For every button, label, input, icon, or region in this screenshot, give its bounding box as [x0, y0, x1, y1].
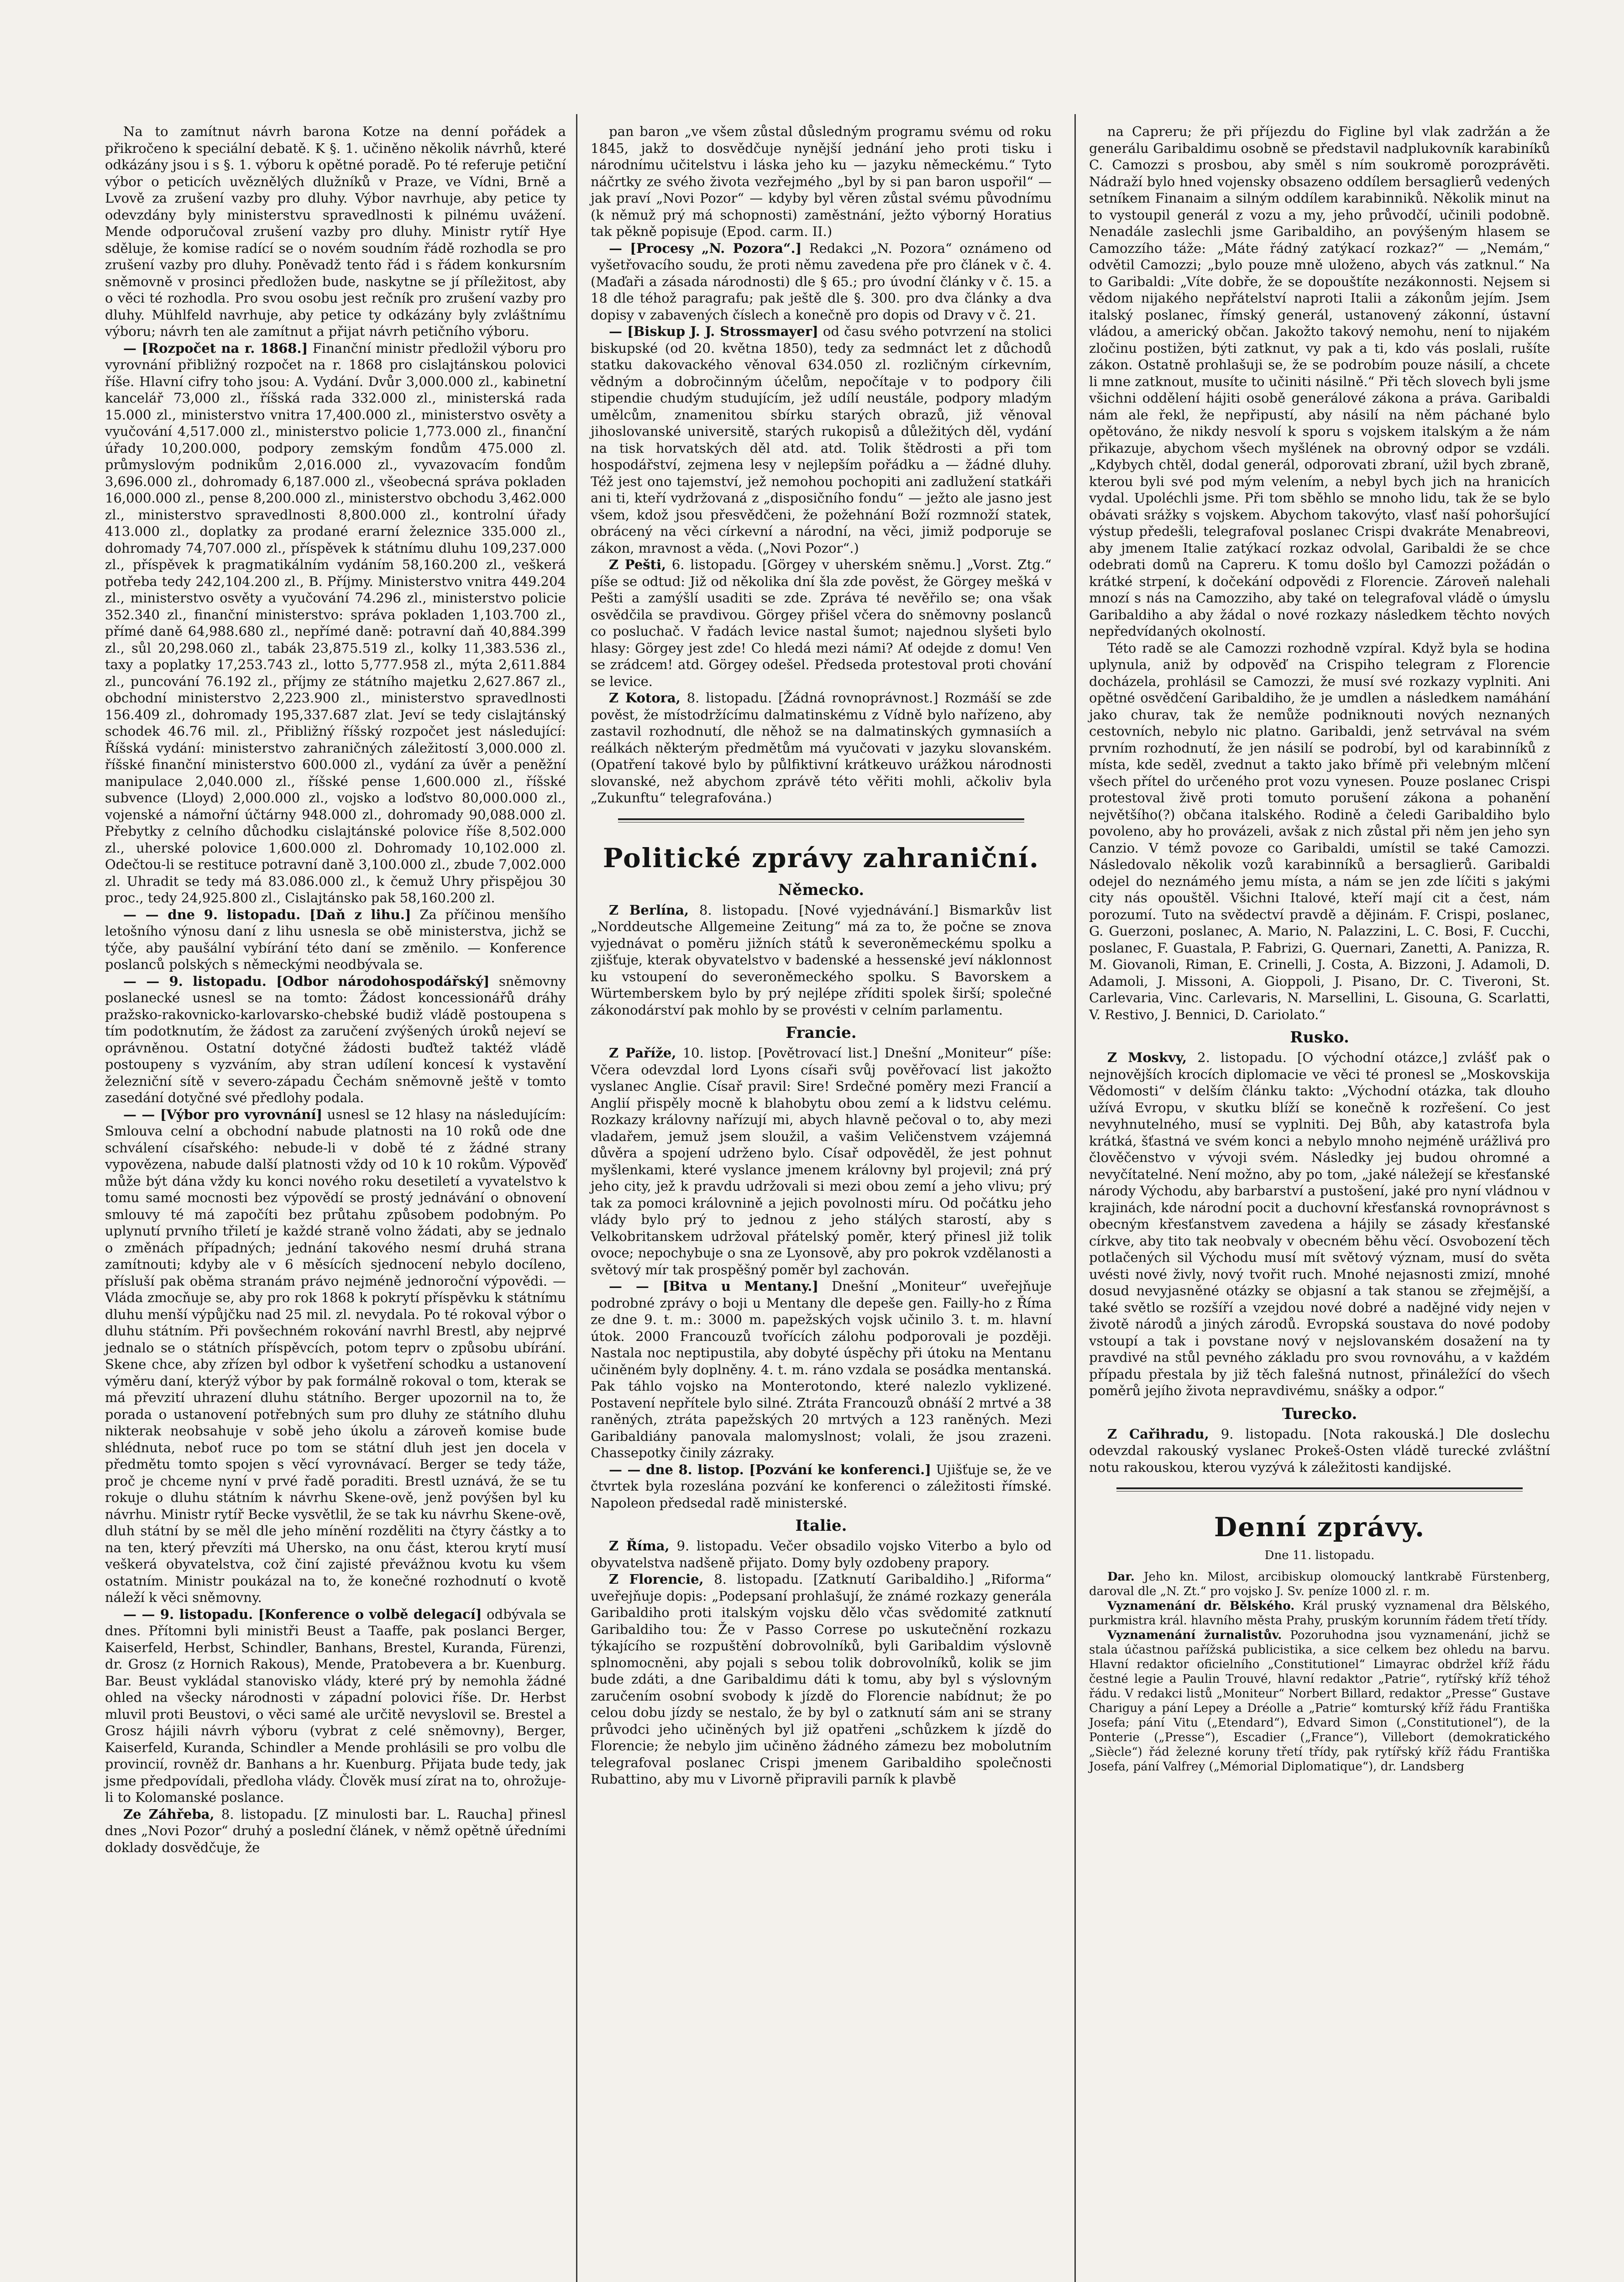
article-paragraph: [591, 1278, 1052, 1461]
article-lead: — [Rozpočet na r. 1868.]: [123, 340, 308, 356]
article-text: Za příčinou menšího letošního výnosu daní z lihu usnesla se obě ministerstva, jichž se týče, aby paušální vybírání této daní se změnilo. — Konference poslanců polských s německými neodbývala se.: [105, 906, 566, 972]
article-text: 2. listopadu. [O východní otázce,] zvlášť pak o nejnovějších krocích diplomacie ve věci té pronesl se „Moskovskija Vědomosti“ v delším článku takto: „Východní otázka, tak dlouho užívá Evropu, v skutku blíží se konečně k rozřešení. Co jest nevyhnutelného, musí se vyplniti. Dej Bůh, aby katastrofa byla krátká, šťastná ve svém konci a nebylo mnoho nejméně urážlivá pro člověčenstvo v vývoji svém. Následky jej budou ohromné a nevyčítatelné. Není možno, aby po tom, „jaké náležejí se křesťanské národy Východu, aby barbarství a pustošení, jaké pro nyní vládnou v krajinách, kde národní pocit a duchovní křesťanská rovnoprávnost s obecným křesťanstvem zavedena a hájily se zásady křesťanské církve, aby tito tak neobvaly v obecném běhu věcí. Osvobození těch potlačených sil Východu musí mít světový význam, musí do světa uvésti nové živly, nový tvořit ruch. Mnohé nejasnosti zmizí, mnohé dosud nevyjasněné otázky se objasní a tak stanou se zřejmější, a také světlo se rozšíří a vzejdou nové dobré a nadějné vidy nejen v životě národů a jiných zárodů. Evropská soustava do nové podoby vstoupí a tak i povstane nový v nejslovanském dosažení na ty pravdivé na stůl pevného základu pro svou rovnováhu, a v každém případu přestala by již těch falešná nutnost, přináležící do všech poměrů jejího života nepravdivému, snášky a odpor.“: [1089, 1050, 1550, 1398]
section-title-foreign-news: Politické zprávy zahraniční.: [602, 842, 1040, 874]
article-lead: Z Moskvy,: [1107, 1050, 1187, 1065]
article-paragraph: [591, 690, 1052, 806]
article-text: 8. listopadu. [Nové vyjednávání.] Bismarkův list „Norddeutsche Allgemeine Zeitung“ má za to, že počne se znova vyjednávat o poměru jižních států k severoněmeckému spolku a zjišťuje, kterak obyvatelstvo v badenské a hessenské jeví náklonnost ku vstoupení do severoněmeckého spolku. S Bavorskem a Würtemberskem bylo by prý nejlépe zříditi spolek širší; společné zákonodárství pak mohlo by se provésti v celním parlamentu.: [591, 902, 1052, 1018]
article-text: Finanční ministr předložil výboru pro vyrovnání přibližný rozpočet na r. 1868 pro cislajtánskou polovici říše. Hlavní cifry toho jsou: A. Vydání. Dvůr 3,000.000 zl., kabinetní kancelář 73,000 zl., říšská rada 332.000 zl., ministerská rada 15.000 zl., ministerstvo vnitra 17,400.000 zl., ministerstvo osvěty a vyučování 4,517.000 zl., ministerstvo policie 1,773.000 zl., finanční úřady 10,200.000, podpory zemským fondům 475.000 zl. průmyslovým podnikům 2,016.000 zl., vyvazovacím fondům 3,696.000 zl., dohromady 6,187.000 zl., všeobecná správa pokladen 16,000.000 zl., pense 8,200.000 zl., ministerstvo obchodu 3,462.000 zl., ministerstvo spravedlnosti 8,800.000 zl., kontrolní úřady 413.000 zl., doplatky za prodané erarní železnice 335.000 zl., dohromady 74,707.000 zl., příspěvek k státnímu dluhu 109,237.000 zl., příspěvek k pragmatikálním vydáním 58,160.200 zl., veškerá potřeba tedy 242,104.200 zl., B. Příjmy. Ministerstvo vnitra 449.204 zl., ministerstvo osvěty a vyučování 74.296 zl., ministerstvo policie 352.340 zl., finanční ministerstvo: správa pokladen 1,103.700 zl., přímé daně 64,988.680 zl., nepřímé daně: potravní daň 40,884.399 zl., sůl 20,298.060 zl., tabák 23,875.519 zl., kolky 11,383.536 zl., taxy a poplatky 17,253.743 zl., lotto 5,777.958 zl., mýta 2,611.884 zl., puncování 76.192 zl., příjmy ze státního majetku 2,627.867 zl., obchodní ministerstvo 2,223.900 zl., ministerstvo spravedlnosti 156.409 zl., dohromady 195,337.687 zlat. Jeví se tedy cislajtánský schodek 46.76 mil. zl., Přibližný říšský rozpočet jest následující: Říšská vydání: ministerstvo zahraničných záležitostí 3,000.000 zl. říšské finanční ministerstvo 600.000 zl., vydání za úvěr a peněžní manipulace 2,040.000 zl., říšské pense 1,600.000 zl., říšské subvence (Lloyd) 2,000.000 zl., vojsko a loďstvo 80,000.000 zl., vojenské a námořní účtárny 948.000 zl., dohromady 90,088.000 zl. Přebytky z celního důchodku cislajtánské polovice říše 8,502.000 zl., uherské polovice 1,600.000 zl. Dohromady 10,102.000 zl. Odečtou-li se restituce potravní daně 3,100.000 zl., zbude 7,002.000 zl. Uhradit se tedy má 83.086.000 zl., k čemuž Uhry přispějou 30 proc., tedy 24,925.800 zl., Cislajtánsko pak 58,160.200 zl.: [105, 340, 566, 905]
article-text: 9. listopadu. Večer obsadilo vojsko Viterbo a bylo od obyvatelstva nadšeně přijato. Domy byly ozdobeny prapory.: [591, 1538, 1052, 1570]
article-lead: — — 9. listopadu. [Konference o volbě delegací]: [123, 1606, 482, 1622]
article-paragraph: [591, 123, 1052, 240]
article-paragraph: [591, 1461, 1052, 1512]
article-text: 8. listopadu. [Z minulosti bar. L. Raucha] přinesl dnes „Novi Pozor“ druhý a poslední článek, v němž opětně úředními doklady dosvědčuje, že: [105, 1806, 566, 1855]
article-lead: Z Berlína,: [609, 902, 689, 918]
article-lead: — — dne 8. listop. [Pozvání ke konferenci.]: [609, 1461, 931, 1477]
country-heading-turkey: Turecko.: [1282, 1404, 1357, 1423]
article-paragraph: [591, 902, 1052, 1019]
article-paragraph: [105, 1606, 566, 1806]
article-text: usnesl se 12 hlasy na následujícím: Smlouva celní a obchodní nabude platnosti na 10 roků ode dne schválení císařského: nebude-li v době té z žádné strany vypovězena, nabude další platnosti vždy od 10 k 10 rokům. Výpověď může být dána vždy ku konci nového roku desetiletí a vyvatelstvo k tomu samé mocnosti bez výpovědí se prostý jednávání o obnovení smlouvy té má započíti bez průtahu způsobem podobným. Po uplynutí prvního třiletí je každé straně volno žádati, aby se jednalo o změnách případných; jednání takového nesmí druhá strana zamítnouti; kdyby ale v 6 měsících sjednocení nebylo docíleno, přísluší pak oběma stranám právo nejméně jednoroční výpovědi. — Vláda zmocňuje se, aby pro rok 1868 k pokrytí příspěvku k státnímu dluhu menší výpůjčku nad 25 mil. zl. nevydala. Po té rokoval výbor o dluhu státním. Při povšechném rokování navrhl Brestl, aby nejprvé jednalo se o státních příspěvcích, potom teprv o způsobu ubírání. Skene chce, aby zřízen byl odbor k vyšetření schodku a ustanovení výměru daní, kterýž výbor by pak formálně rokoval o tom, kterak se má převzití uhrazení dluhu státního. Berger upozornil na to, že porada o ustanovení potřebných sum pro dluhy ze státního dluhu nikterak neobsahuje v sobě jeho úkolu a zároveň komise bude shlédnuta, neboť ruce po tom se státní dluh jest jen docela v předmětu tomto spojen s věcí vyrovnávací. Berger se tedy táže, proč je chceme nyní v prvé řadě poraditi. Brestl uznává, že se tu rokuje o dluhu státním k návrhu Skene-ově, jenž povýšen byl ku návrhu. Ministr rytíř Becke vysvětlil, že se tak ku návrhu Skene-ově, dluh státní by se měl dle jeho mínění rozděliti na čtyry částky a to na ten, který převzíti má Uhersko, na onu část, kterou krytí musí veškerá obyvatelstva, což činí zajisté převážnou kvotu ku všem ostatním. Ministr poukázal na to, že konečné rozhodnutí o kvotě náleží k věci sněmovny.: [105, 1106, 566, 1605]
article-lead: — [Biskup J. J. Strossmayer]: [609, 324, 818, 339]
article-lead: Vyznamenání dr. Bělského.: [1107, 1599, 1295, 1613]
article-lead: Z Pešti,: [609, 557, 666, 572]
article-paragraph: [1089, 1628, 1550, 1774]
country-heading-russia: Rusko.: [1290, 1028, 1349, 1047]
article-text: Této radě se ale Camozzi rozhodně vzpíral. Když byla se hodina uplynula, aniž by odpověď na Crispiho telegram z Florencie docházela, prohlásil se Camozzi, že musí své rozkazy vyplniti. Ani opětné osvědčení Garibaldiho, že je umdlen a následkem namáhání jako churav, tak že nemůže podniknouti nových neznaných cestovních, nebylo nic platno. Garibaldi, jenž setrvával na svém prvním rozhodnutí, že jen násilí se podrobí, byl od karabinníků z místa, kde seděl, zvednut a takto jako břímě při velebným mlčení všech přítel do určeného prot vozu vynesen. Pouze poslanec Crispi protestoval živě proti tomuto porušení zákona a pohanění největšího(?) občana italského. Rodině a čeledi Garibaldiho bylo povoleno, aby ho provázeli, avšak z nich zůstal při něm jen jeho syn Canzio. V témž povoze co Garibaldi, umístil se také Camozzi. Následovalo několik vozů karabinníků a bersaglierů. Garibaldi odejel do neznámého jemu místa, a nám se jen zde líčiti s jakými city nás opouštěl. Všichni Italové, kteří mají cit a čest, nám porozumí. Tuto na svědectví pravdě a dějinám. F. Crispi, poslanec, G. Guerzoni, poslanec, A. Mario, N. Palazzini, L. C. Bosi, F. Cucchi, poslanec, F. Guastala, P. Fabrizi, G. Quernari, Zanetti, A. Panizza, R. M. Giovanoli, Riman, E. Crinelli, J. Costa, A. Bizzoni, J. Adamoli, D. Adamoli, J. Missoni, A. Gioppoli, J. Pisano, Dr. C. Tiveroni, St. Carlevaria, Vinc. Carlevaris, N. Marsellini, L. Gisouna, G. Scarlatti, V. Restivo, J. Bennici, D. Cariolato.“: [1089, 640, 1550, 1022]
article-paragraph: [105, 1806, 566, 1856]
article-paragraph: [591, 1045, 1052, 1278]
article-lead: Z Říma,: [609, 1538, 670, 1554]
article-lead: — — dne 9. listopadu. [Daň z lihu.]: [123, 906, 411, 922]
section-date: Dne 11. listopadu.: [1264, 1549, 1375, 1562]
article-paragraph: [591, 323, 1052, 556]
article-text: Redakci „N. Pozora“ oznámeno od vyšetřovacího soudu, že proti němu zavedena pře pro článek v č. 4. (Maďaři a zásada národnosti) dle § 65.; pro úvodní články v č. 15. a 18 dle téhož paragrafu; pak ještě dle §. 300. pro dva články a dva dopisy v zabavených číslech a konečně pro dopis od Dravy v č. 21.: [591, 240, 1052, 323]
article-paragraph: [1089, 1570, 1550, 1599]
country-heading-france: Francie.: [786, 1024, 857, 1042]
column-2: [591, 123, 1052, 1788]
article-text: Na to zamítnut návrh barona Kotze na denní pořádek a přikročeno k speciální debatě. K §. 1. učiněno několik návrhů, které odkázány jsou i s §. 1. výboru k opětné poradě. Po té referuje petiční výbor o peticích uvěznělých dlužníků v Praze, ve Vídni, Brně a Lvově za zrušení vazby pro dluhy. Výbor navrhuje, aby petice ty odevzdány byly ministerstvu spravedlnosti k pilnému uvážení. Mende odporučoval zrušení vazby pro dluhy. Ministr rytíř Hye sděluje, že komise radící se o novém soudním řádě rozhodla se pro zrušení vazby pro dluhy. Poněvadž tento řád i s řádem konkursním sněmovně v prosinci předložen bude, naskytne se jí příležitost, aby o věci té rozhodla. Pro svou osobu jest rečník pro zrušení vazby pro dluhy. Mühlfeld navrhuje, aby petice ty odkázány byly zvláštnímu výboru; návrh ten ale zamítnut a přijat návrh petičního výboru.: [105, 124, 566, 339]
article-paragraph: [1089, 123, 1550, 640]
column-1: [105, 123, 566, 1856]
country-heading-italy: Italie.: [795, 1517, 847, 1535]
article-lead: Z Florencie,: [609, 1571, 704, 1587]
column-rule: [576, 114, 577, 2282]
article-lead: Z Paříže,: [609, 1045, 676, 1061]
article-lead: Dar.: [1107, 1570, 1135, 1584]
article-lead: — — [Bitva u Mentany.]: [609, 1278, 819, 1294]
article-text: Pozoruhodna jsou vyznamenání, jichž se stala účastnou pařížská publicistika, a sice celkem bez ohledu na barvu. Hlavní redaktor oficielního „Constitutionel“ Limayrac obdržel kříž řádu čestné legie a Paulin Trouvé, hlavní redaktor „Patrie“, rytířský kříž téhož řádu. V redakci listů „Moniteur“ Norbert Billard, redaktor „Presse“ Gustave Chariguy a pání Lepey a Dréolle a „Patrie“ komturský kříž řádu Františka Josefa; pání Vitu („Etendard“), Edvard Simon („Constitutionel“), de la Ponterie („Presse“), Escadier („France“), Villebort (demokratického „Siècle“) řád železné koruny třetí třídy, pak rytířský kříž řádu Františka Josefa, pání Valfrey („Mémorial Diplomatique“), dr. Landsberg: [1089, 1628, 1551, 1774]
article-paragraph: [591, 556, 1052, 690]
article-text: Jeho kn. Milost, arcibiskup olomoucký lantkrabě Fürstenberg, daroval dle „N. Zt.“ pro vojsko J. Sv. peníze 1000 zl. r. m.: [1089, 1570, 1550, 1598]
article-lead: — — 9. listopadu. [Odbor národohospodářský]: [123, 973, 490, 989]
article-text: Dnešní „Moniteur“ uveřejňuje podrobné zprávy o boji u Mentany dle depeše gen. Failly-ho z Říma ze dne 9. t. m.: 3000 m. papežských vojsk učinilo 3. t. m. hlavní útok. 2000 Francouzů tvořících zálohu podporovali je později. Nastala noc neptipustila, aby dobyté úspěchy při útoku na Mentanu učiněném byly doplněny. 4. t. m. ráno vzdala se posádka mentanská. Pak táhlo vojsko na Monterotondo, které nalezlo vyklizené. Postavení nepřítele bylo silné. Ztráta Francouzů obnáší 2 mrtvé a 38 raněných, ztráta papežských 20 mrtvých a 123 raněných. Mezi Garibaldiány panovala malomyslnost; volali, že jsou zrazeni. Chassepotky činily zázraky.: [591, 1278, 1052, 1460]
article-text: 10. listop. [Povětrovací list.] Dnešní „Moniteur“ píše: Včera odevzdal lord Lyons císaři svůj pověřovací list jakožto vyslanec Anglie. Císař pravil: Sire! Srdečné poměry mezi Francií a Anglií přispěly mocně k blahobytu obou zemí a k lidstvu celému. Rozkazy královny nařízují mi, abych hlavně pečoval o to, aby mezi vladařem, jemuž jsem sloužil, a vašim Veličenstvem vzájemná důvěra a spojení udrženo bylo. Císař odpověděl, že jest pohnut myšlenkami, které vyslance jmenem královny byl projevil; zná prý jeho city, jež k pravdu udržovali si mezi obou zemí a jeho vlivu; prý tak za pomoci královnině a jejich povolnosti míru. Od počátku jeho vlády bylo prý to jednou z jeho stálých starostí, aby s Velkobritanskem udržoval přátelský poměr, který přinesl již tolik ovoce; nepochybuje o sna ze Lyonsově, aby pro pokrok vzdělanosti a světový mír tak prospěšný poměr byl zachován.: [591, 1045, 1052, 1277]
article-text: 6. listopadu. [Görgey v uherském sněmu.] „Vorst. Ztg.“ píše se odtud: Již od několika dní šla zde pověst, že Görgey mešká v Pešti a zamýšlí usaditi se zde. Zpráva té nevěřilo se; ona však osvědčila se pravdivou. Görgey přišel včera do sněmovny poslanců co posluchač. V řadách levice nastal šumot; najednou slyšeti bylo hlasy: Görgey jest zde! Co hledá mezi námi? Ať odejde z domu! Ven se zrádcem! atd. Görgey odešel. Předseda protestoval proti chování se levice.: [591, 557, 1052, 689]
article-text: na Capreru; že při příjezdu do Figline byl vlak zadržán a že generálu Garibaldimu osobně se představil nadplukovník karabiníků C. Camozzi s prosbou, aby směl s ním soukromě porozprávěti. Nádraží bylo hned vojensky obsazeno oddílem bersaglierů vedených setníkem Finanaim a silným oddílem karabinniků. Několik minut na to vystoupil generál z vozu a my, jeho průvodčí, učinili podobně. Nenadále zaslechli jsme Garibaldiho, an povýšeným hlasem se Camozzího táže: „Máte řádný zatýkací rozkaz?“ — „Nemám,“ odvětil Camozzi; „bylo pouze mně uloženo, abych vás zatknul.“ Na to Garibaldi: „Víte dobře, že se dopouštíte nezákonnosti. Nejsem si vědom nijakého nepřátelství naproti Italii a zákonům jejím. Jsem italský poslanec, římský generál, ustanovený zákonní, ústavní vládou, a americký občan. Jakožto takový nemohu, není to nijakém zločinu postižen, býti zatknut, vy pak a ti, kdo vás poslali, rušíte zákon. Ostatně prohlašuji se, že se podrobím pouze násilí, a chcete li mne zatknout, musíte to učiniti násilně.“ Při těch slovech byli jsme všichni oddělení hájiti osobě generálové zákona a práva. Garibaldi nám ale řekl, že nepřipustí, aby násilí na něm páchané bylo opětováno, že nikdy nesvolí k sporu s vojskem italským a že nám přikazuje, abychom všech myšlének na obrovný odpor se vzdáli. „Kdybych chtěl, dodal generál, odporovati zbraní, užil bych zbraně, kterou byli své pod mým velením, a nebyl bych jich na hranicích vydal. Upoléchli jsme. Při tom sběhlo se mnoho lidu, tak že se bylo obávati srážky s vojskem. Abychom takovýto, vlasť naší pohoršující výstup předešli, telegrafoval poslanec Crispi dvakráte Menabreovi, aby jmenem Italie zatýkací rozkaz odvolal, Garibaldi že se chce odebrati domů na Capreru. K tomu došlo byl Camozzi požádán o krátké strpení, k dočekání odpovědi z Florencie. Zároveň nalehali mnozí s nás na Camozziho, aby také on telegrafoval vládě o úmyslu Garibaldiho a aby žádal o nové rozkazy následkem těchto nových nepředvídaných okolností.: [1089, 124, 1550, 639]
article-text: Král pruský vyznamenal dra Bělského, purkmistra král. hlavního města Prahy, pruským korunním řádem třetí třídy.: [1089, 1599, 1550, 1628]
article-lead: Z Cařihradu,: [1107, 1426, 1209, 1442]
section-divider: [618, 818, 1024, 822]
article-paragraph: [105, 340, 566, 906]
article-lead: Z Kotora,: [609, 690, 681, 706]
article-text: odbývala se dnes. Přítomni byli ministři Beust a Taaffe, pak poslanci Berger, Kaiserfeld, Herbst, Schindler, Banhans, Brestel, Kuranda, Fürenzi, dr. Grosz (z Hornich Rakous), Mende, Pratobevera a br. Kuenburg. Bar. Beust vykládal stanovisko vlády, které prý by nemohla žádné ohled na všecky národnosti v západní polovici říše. Dr. Herbst mluvil proti Beustovi, o věci samé ale určitě nevyslovil se. Brestel a Grosz hájili návrh výboru (vybrat z celé sněmovny), Berger, Kaiserfeld, Kuranda, Schindler a Mende prohlásili se pro volbu dle provincií, rovněž dr. Banhans a hr. Kuenburg. Přijata bude tedy, jak jsme předpovídali, předloha vlády. Člověk musí zírat na to, ohrožuje-li to Kolomanské poslance.: [105, 1606, 566, 1805]
article-text: pan baron „ve všem zůstal důsledným programu svému od roku 1845, jakž to dosvědčuje nynější jednání jeho proti tisku i národnímu učitelstvu i láska jeho ku — jazyku německému.“ Tyto náčrtky ze svého života vezřejmého „byl by si pan baron uspořil“ — jak praví „Novi Pozor“ — kdyby byl věren zůstal svému původnímu (k němuž prý má schopnosti) zaměstnání, ježto výborný Horatius tak pěkně popisuje (Epod. carm. II.): [591, 124, 1052, 239]
article-paragraph: [591, 240, 1052, 324]
article-lead: Vyznamenání žurnalistův.: [1107, 1628, 1282, 1642]
article-lead: Ze Záhřeba,: [123, 1806, 215, 1822]
article-lead: — — [Výbor pro vyrovnání]: [123, 1106, 323, 1122]
article-text: 8. listopadu. [Zatknutí Garibaldiho.] „Riforma“ uveřejňuje dopis: „Podepsaní prohlašují, že známé rozkazy generála Garibaldiho proti italským vojsku dělo včas svědomité zatknutí Garibaldiho tou: Že v Passo Correse po uskutečnění rozkazu týkajícího se rozpuštění dobrovolníků, byli Garibaldim výslovně splnomocněni, aby pojali s sebou tolik dobrovolníků, kolik se jim bude zdáti, a dne Garibaldimu dáti k tomu, aby byl s výslovným zaručením osobní svobody k jízdě do Florencie nabídnut; že po celou dobu jízdy se nestalo, že by byl o zatknutí sám ani se strany průvodci jeho učiněných byl již opatřeni „schůzkem k jízdě do Florencie; že nebylo jim učiněno žádného zámezu bez mobolutním telegrafoval poslanec Crispi jmenem Garibaldiho společnosti Rubattino, aby mu v Livorně připravili parník k plavbě: [591, 1571, 1052, 1787]
article-paragraph: [105, 906, 566, 973]
article-paragraph: [105, 1106, 566, 1606]
section-divider: [1116, 1487, 1523, 1492]
article-text: od času svého potvrzení na stolici biskupské (od 20. května 1850), tedy za sedmnáct let z důchodů statku dakovackého věnoval 634.050 zl. rozličným církevním, vědným a dobročinným účelům, nepočítaje v to podpory čili stipendie chudým studujícím, jež udílí neustále, podpory mladým umělcům, znamenitou sbírku starých obrazů, již věnoval jihoslovanské universitě, starých rukopisů a důležitých děl, vydání na tisk horvatských děl atd. atd. Tolik štědrosti a při tom hospodářství, zejmena lesy v nejlepším pořádku a — žádné dluhy. Též jest ono tajemství, jež nemohou pochopiti ani zadlužení statkáři ani ti, kteří vydržovaná z „disposičního fondu“ — ježto ale jasno jest všem, kdož jsou přesvědčeni, že požehnání Boží rozmnoží statek, obrácený na věci církevní a národní, na věci, jimiž podporuje se zákon, mravnost a věda. („Novi Pozor“.): [591, 324, 1052, 556]
article-paragraph: [105, 973, 566, 1106]
article-paragraph: [1089, 1049, 1550, 1399]
article-paragraph: [591, 1538, 1052, 1571]
article-paragraph: [591, 1571, 1052, 1788]
article-text: Ujišťuje se, že ve čtvrtek byla rozeslána pozvání ke konferenci o záležitosti římské. Napoleon předsedal radě ministerské.: [591, 1461, 1052, 1511]
article-lead: — [Procesy „N. Pozora“.]: [609, 240, 802, 256]
article-paragraph: [1089, 640, 1550, 1023]
article-paragraph: [105, 123, 566, 340]
column-rule: [1074, 114, 1076, 2282]
article-text: 9. listopadu. [Nota rakouská.] Dle doslechu odevzdal rakouský vyslanec Prokeš-Osten vládě turecké zvláštní notu rakouskou, kterou vyzývá k záležitosti kandijské.: [1089, 1426, 1550, 1475]
column-3: [1089, 123, 1550, 1774]
article-text: 8. listopadu. [Žádná rovnoprávnost.] Rozmáší se zde pověst, že místodržícímu dalmatinskému z Vídně bylo nařízeno, aby zastavil rozhodnutí, dle něhož se na dalmatinských gymnasiích a reálkách některým předmětům má vyučovati v jazyku slovanském. (Opatření takové bylo by půlfiktivní krátkeuvo urážkou národnosti slovanské, než abychom zprávě této věřiti mohli, ačkoliv byla „Zukunftu“ telegrafována.): [591, 690, 1052, 806]
section-title-daily-news: Denní zprávy.: [1214, 1512, 1425, 1543]
country-heading-germany: Německo.: [778, 880, 864, 899]
article-paragraph: [1089, 1599, 1550, 1628]
article-text: sněmovny poslanecké usnesl se na tomto: Žádost koncessionářů dráhy pražsko-rakovnicko-karlovarsko-chebské budiž vládě postoupena s tím podotknutím, že žádost za zaručení zvýšených úroků nejeví se oprávněnou. Ostatní dotyčné žádosti buďtež taktéž vládě postoupeny s vyzváním, aby stran udílení koncesí k vystavění železniční sítě v severo-západu Čechám sněmovně ještě v tomto zasedání dotyčné své předlohy podala.: [105, 973, 566, 1105]
article-paragraph: [1089, 1426, 1550, 1476]
